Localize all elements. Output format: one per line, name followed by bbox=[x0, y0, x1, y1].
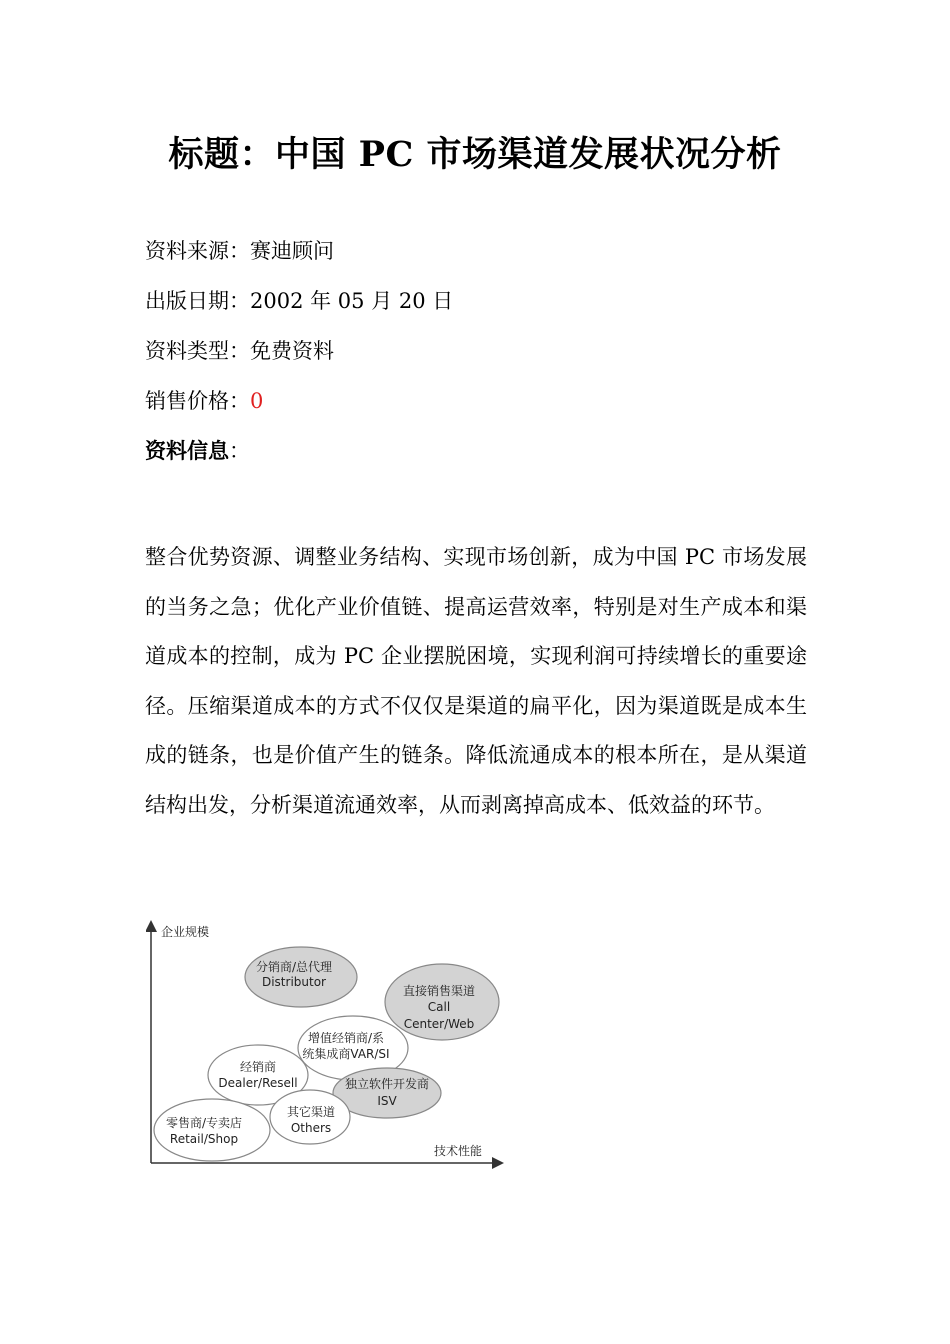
section-label: 资料信息 bbox=[145, 438, 229, 463]
retail-zh: 零售商/专卖店 bbox=[165, 1116, 243, 1130]
body-paragraph: 整合优势资源、调整业务结构、实现市场创新，成为中国 PC 市场发展的当务之急；优化产业价值链、提高运营效率，特别是对生产成本和渠道成本的控制，成为 PC 企业摆脱困境，实现利润可持续增长的重要途径。压缩渠道成本的方式不仅仅是渠道的扁平化，因为渠道既是成本生成的链条，也是价值产生的链条。降低流通成本的根本所在，是从渠道结构出发，分析渠道流通效率，从而剥离掉高成本、低效益的环节。 bbox=[145, 545, 807, 817]
meta-date-value: 2002 年 05 月 20 日 bbox=[250, 289, 454, 313]
page-title: 标题：中国 PC 市场渠道发展状况分析 bbox=[168, 134, 782, 175]
y-axis-label: 企业规模 bbox=[161, 925, 210, 939]
isv-zh: 独立软件开发商 bbox=[344, 1077, 430, 1091]
isv-en: ISV bbox=[377, 1094, 397, 1108]
direct-sales-en2: Center/Web bbox=[403, 1017, 475, 1031]
meta-source-value: 赛迪顾问 bbox=[250, 239, 334, 263]
meta-type-label: 资料类型： bbox=[145, 339, 250, 363]
retail-en: Retail/Shop bbox=[169, 1132, 239, 1146]
distributor-zh: 分销商/总代理 bbox=[255, 960, 333, 974]
meta-date bbox=[145, 286, 453, 316]
section-colon: ： bbox=[229, 439, 250, 463]
distributor-en: Distributor bbox=[261, 975, 327, 989]
meta-source-label: 资料来源： bbox=[145, 239, 250, 263]
meta-date-label: 出版日期： bbox=[145, 289, 250, 313]
retail-ellipse bbox=[154, 1099, 270, 1161]
meta-price-label: 销售价格： bbox=[145, 389, 250, 413]
channel-diagram bbox=[146, 920, 506, 1175]
x-axis-label: 技术性能 bbox=[434, 1144, 483, 1158]
direct-sales-zh: 直接销售渠道 bbox=[402, 984, 476, 998]
others-en: Others bbox=[290, 1121, 332, 1135]
var-si-zh2: 统集成商VAR/SI bbox=[302, 1047, 390, 1061]
meta-price-value: 0 bbox=[250, 389, 264, 413]
meta-type-value: 免费资料 bbox=[250, 339, 334, 363]
others-zh: 其它渠道 bbox=[286, 1105, 336, 1119]
direct-sales-en1: Call bbox=[427, 1000, 451, 1014]
meta-price bbox=[145, 386, 263, 416]
dealer-en: Dealer/Resell bbox=[218, 1076, 298, 1090]
meta-type bbox=[145, 336, 334, 366]
dealer-zh: 经销商 bbox=[239, 1060, 277, 1074]
meta-source bbox=[145, 236, 334, 266]
section-heading bbox=[145, 436, 250, 466]
var-si-zh1: 增值经销商/系 bbox=[307, 1031, 385, 1045]
